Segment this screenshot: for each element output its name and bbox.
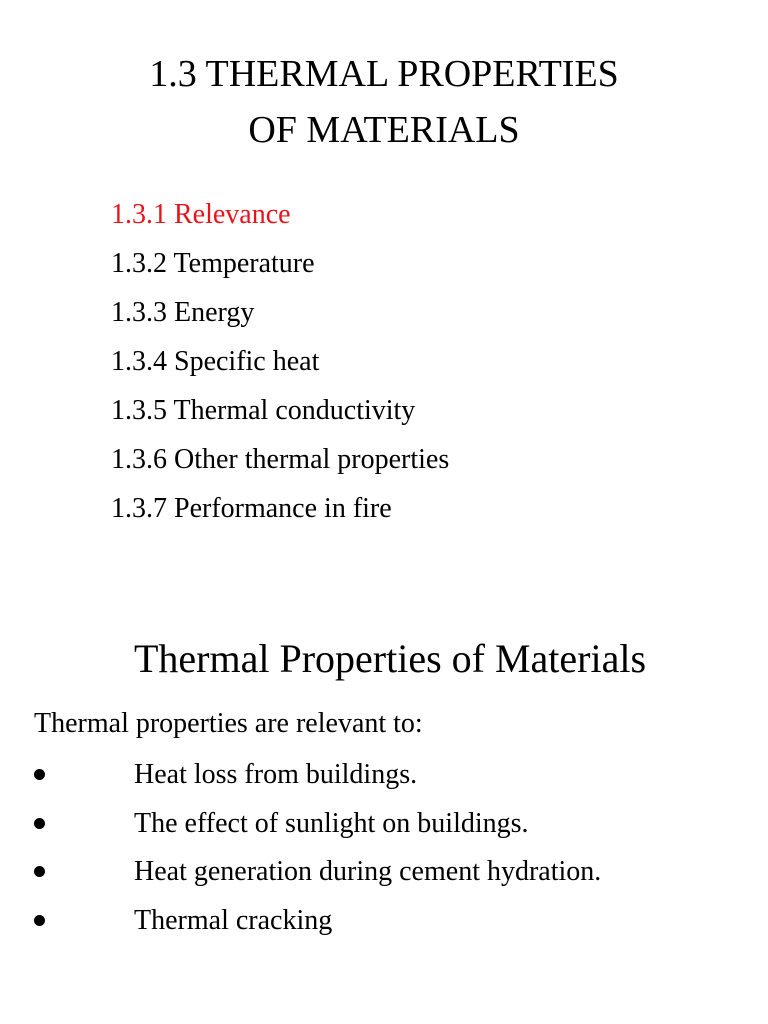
bullet-icon xyxy=(34,848,134,897)
list-item xyxy=(34,800,601,849)
page-title-line-1: 1.3 THERMAL PROPERTIES xyxy=(149,53,619,95)
bullet-icon xyxy=(34,800,134,849)
page-title-line-2: OF MATERIALS xyxy=(248,109,520,151)
table-of-contents xyxy=(111,190,449,533)
bullet-icon xyxy=(34,897,134,946)
toc-item-other-thermal-properties: 1.3.6 Other thermal properties xyxy=(111,444,450,475)
toc-item-thermal-conductivity: 1.3.5 Thermal conductivity xyxy=(111,395,416,426)
bullet-icon xyxy=(34,751,134,800)
list-item xyxy=(34,751,601,800)
section-heading: Thermal Properties of Materials xyxy=(133,636,647,681)
bullet-text: Thermal cracking xyxy=(134,904,333,936)
toc-item-specific-heat: 1.3.4 Specific heat xyxy=(111,346,320,377)
bullet-text: The effect of sunlight on buildings. xyxy=(134,807,529,839)
toc-item-energy: 1.3.3 Energy xyxy=(111,297,255,328)
bullet-list xyxy=(34,751,601,945)
intro-text: Thermal properties are relevant to: xyxy=(34,708,423,739)
list-item xyxy=(34,897,601,946)
page-title xyxy=(0,46,768,158)
toc-item-relevance: 1.3.1 Relevance xyxy=(111,199,291,230)
bullet-text: Heat generation during cement hydration. xyxy=(134,856,602,887)
toc-item-temperature: 1.3.2 Temperature xyxy=(111,248,315,279)
toc-item-performance-in-fire: 1.3.7 Performance in fire xyxy=(111,493,392,524)
list-item xyxy=(34,848,601,897)
bullet-text: Heat loss from buildings. xyxy=(134,759,418,790)
